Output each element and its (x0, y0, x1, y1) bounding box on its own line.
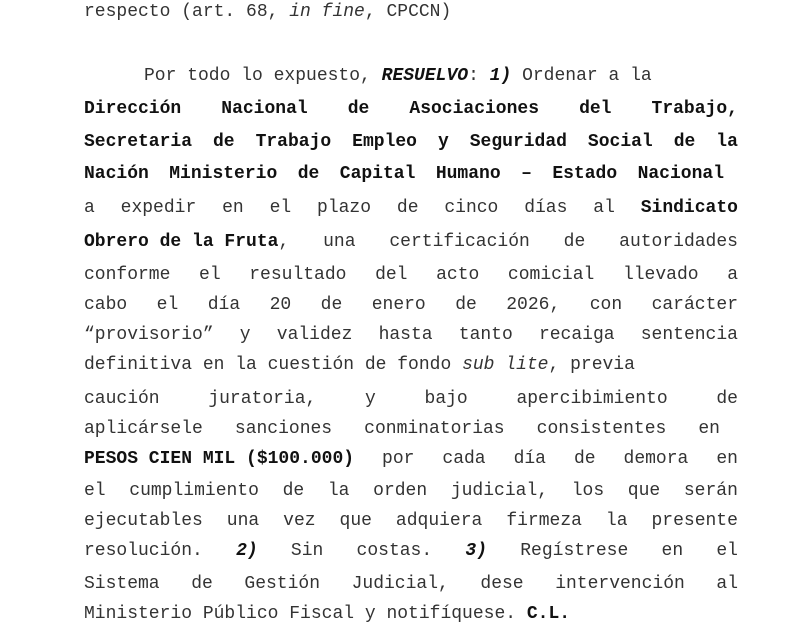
word: por (382, 449, 415, 469)
text-run: Ministerio Público Fiscal y notifíquese. (84, 604, 527, 624)
word: sentencia (640, 325, 738, 345)
word: del (579, 99, 612, 119)
word: el (716, 541, 738, 561)
word: a (84, 198, 95, 218)
word: conminatorias (364, 419, 505, 439)
text-run: Por todo lo expuesto, (144, 66, 382, 86)
word: a (727, 265, 738, 285)
word: de (213, 132, 235, 152)
text-line (84, 231, 738, 253)
text-run: : (468, 66, 490, 86)
text-line (144, 65, 652, 87)
word: Empleo (352, 132, 417, 152)
union-name: Obrero de la Fruta (84, 232, 279, 252)
text-run: definitiva en la cuestión de fondo (84, 355, 463, 375)
word: cabo (84, 295, 128, 315)
word: , (278, 232, 290, 252)
word: 2026, (506, 295, 561, 315)
word: Nacional (221, 99, 308, 119)
word: al (593, 198, 615, 218)
word: bajo (424, 389, 468, 409)
word: llevado (622, 265, 699, 285)
word: vez (283, 511, 316, 531)
word: Sistema (84, 574, 160, 594)
word: la (327, 481, 350, 501)
word: la (716, 132, 738, 152)
text-line (84, 197, 738, 219)
word: de (563, 232, 586, 252)
word: autoridades (619, 232, 738, 252)
word: cada (442, 449, 486, 469)
word: validez (276, 325, 353, 345)
word: carácter (651, 295, 738, 315)
word: del (375, 265, 408, 285)
word: cumplimiento (129, 481, 259, 501)
word: orden (373, 481, 428, 501)
word: “provisorio” (84, 325, 214, 345)
word: Estado (552, 164, 618, 184)
word: Judicial, (351, 574, 449, 594)
word: demora (623, 449, 689, 469)
text-run: respecto (art. 68, (84, 2, 290, 22)
resolution-keyword: RESUELVO (381, 66, 469, 86)
word: conforme (84, 265, 171, 285)
word: Capital (339, 164, 416, 184)
word: y (239, 325, 251, 345)
text-run: Ordenar a la (511, 66, 652, 86)
text-line (84, 540, 738, 562)
word: caución (84, 389, 160, 409)
word: aplicársele (84, 419, 203, 439)
word: de (320, 295, 343, 315)
text-line (84, 388, 738, 410)
word: el (84, 481, 106, 501)
text-line (84, 510, 738, 532)
italic-text: in fine (289, 2, 365, 22)
text-line (84, 603, 570, 625)
word: hasta (378, 325, 433, 345)
word: la (605, 511, 628, 531)
text-line (84, 480, 738, 502)
word: ejecutables (84, 511, 203, 531)
word: apercibimiento (516, 389, 668, 409)
word: dese (480, 574, 524, 594)
item-number: 2) (236, 541, 258, 561)
word: 20 (269, 295, 292, 315)
word: Asociaciones (409, 99, 540, 119)
text-line (84, 264, 738, 286)
word: y (365, 389, 376, 409)
word: Trabajo (255, 132, 332, 152)
word: de (282, 481, 305, 501)
word: plazo (317, 198, 372, 218)
word: Gestión (244, 574, 321, 594)
word: de (297, 164, 320, 184)
word: que (339, 511, 372, 531)
word: acto (436, 265, 480, 285)
text-line (84, 98, 738, 120)
word: Humano (435, 164, 501, 184)
word: Regístrese (520, 541, 629, 561)
text-line (84, 163, 724, 185)
word: – (521, 164, 532, 184)
word: de (716, 389, 738, 409)
word: judicial, (450, 481, 549, 501)
word: Dirección (84, 99, 182, 119)
word: resolución. (84, 541, 203, 561)
word: Seguridad (469, 132, 567, 152)
word: en (698, 419, 720, 439)
word: Sin (290, 541, 324, 561)
word: de (455, 295, 477, 315)
word: Nacional (637, 164, 724, 184)
word: juratoria, (208, 389, 317, 409)
word: comicial (507, 265, 595, 285)
word: con (589, 295, 623, 315)
word: Secretaria (84, 132, 193, 152)
text-line (84, 573, 738, 595)
word: Trabajo, (651, 99, 738, 119)
italic-text: sub lite (462, 355, 549, 375)
word: una (226, 511, 260, 531)
word: certificación (389, 232, 530, 252)
word: cinco (444, 198, 499, 218)
text-line (84, 354, 635, 376)
word: de (573, 449, 596, 469)
word: de (673, 132, 696, 152)
text-run: , CPCCN) (364, 2, 452, 22)
word: consistentes (536, 419, 667, 439)
union-name: Sindicato (640, 198, 738, 218)
word: sanciones (234, 419, 333, 439)
word: presente (651, 511, 738, 531)
word: una (323, 232, 356, 252)
word: enero (371, 295, 426, 315)
word: recaiga (538, 325, 615, 345)
word: tanto (458, 325, 513, 345)
item-number: 1) (489, 66, 512, 86)
word: el (156, 295, 179, 315)
text-line (84, 448, 738, 470)
text-line (84, 1, 451, 23)
word: expedir (120, 198, 197, 218)
text-run: , previa (548, 355, 635, 375)
penalty-amount: PESOS CIEN MIL ($100.000) (84, 449, 355, 469)
word: de (191, 574, 213, 594)
item-number: 3) (465, 541, 488, 561)
word: día (513, 449, 546, 469)
text-line (84, 294, 738, 316)
text-line (84, 131, 738, 153)
text-line (84, 324, 738, 346)
word: firmeza (506, 511, 582, 531)
word: el (199, 265, 221, 285)
word: días (524, 198, 568, 218)
word: en (716, 449, 738, 469)
word: los (571, 481, 605, 501)
word: de (347, 99, 370, 119)
word: que (627, 481, 661, 501)
word: día (207, 295, 241, 315)
word: al (716, 574, 738, 594)
word: de (396, 198, 419, 218)
word: resultado (249, 265, 347, 285)
word: Nación (84, 164, 149, 184)
word: Ministerio (169, 164, 278, 184)
word: intervención (555, 574, 685, 594)
word: costas. (356, 541, 433, 561)
word: Social (587, 132, 653, 152)
word: en (661, 541, 684, 561)
text-line (84, 418, 720, 440)
word: adquiera (395, 511, 483, 531)
word: en (222, 198, 244, 218)
word: y (437, 132, 449, 152)
word: el (269, 198, 292, 218)
word: serán (683, 481, 738, 501)
signature-initials: C.L. (526, 604, 571, 624)
